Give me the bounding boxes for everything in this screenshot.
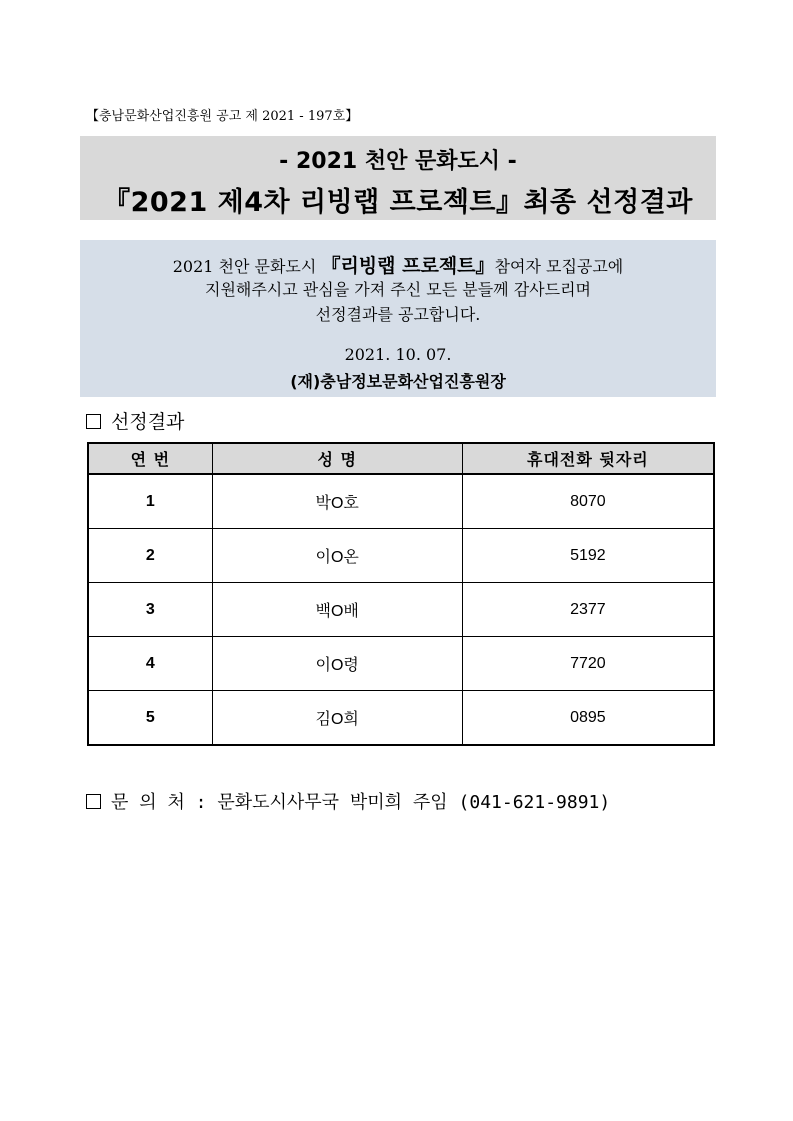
section-heading	[86, 407, 184, 434]
table-header-row	[88, 443, 714, 474]
intro-box	[80, 240, 716, 397]
row-number: 2	[88, 529, 212, 583]
row-phone: 5192	[462, 529, 714, 583]
row-number: 3	[88, 583, 212, 637]
intro-line-1-prefix: 2021 천안 문화도시	[172, 257, 322, 276]
row-name: 백O배	[212, 583, 462, 637]
header-name: 성 명	[212, 443, 462, 474]
row-name: 이O령	[212, 637, 462, 691]
results-table	[87, 442, 715, 746]
row-name: 김O희	[212, 691, 462, 746]
issuer-name: (재)충남정보문화산업진흥원장	[290, 372, 506, 391]
title-line-1: - 2021 천안 문화도시 -	[279, 149, 517, 174]
section-title: 선정결과	[111, 411, 185, 433]
title-line-2: 『2021 제4차 리빙랩 프로젝트』최종 선정결과	[103, 187, 693, 218]
intro-line-1-suffix: 참여자 모집공고에	[494, 257, 624, 276]
notice-number: 【충남문화산업진흥원 공고 제 2021 - 197호】	[86, 109, 359, 124]
announcement-date: 2021. 10. 07.	[344, 345, 452, 364]
row-phone: 2377	[462, 583, 714, 637]
row-number: 4	[88, 637, 212, 691]
header-phone: 휴대전화 뒷자리	[462, 443, 714, 474]
contact-info	[86, 788, 610, 814]
table-row	[88, 691, 714, 746]
table-row	[88, 474, 714, 529]
row-number: 1	[88, 474, 212, 529]
table-row	[88, 637, 714, 691]
row-phone: 0895	[462, 691, 714, 746]
row-name: 이O온	[212, 529, 462, 583]
table-row	[88, 583, 714, 637]
row-phone: 7720	[462, 637, 714, 691]
intro-line-1	[80, 251, 716, 278]
checkbox-icon	[86, 794, 101, 809]
row-number: 5	[88, 691, 212, 746]
intro-line-2: 지원해주시고 관심을 가져 주신 모든 분들께 감사드리며	[204, 280, 591, 299]
contact-text: 문 의 처 : 문화도시사무국 박미희 주임 (041-621-9891)	[111, 792, 611, 813]
header-number: 연 번	[88, 443, 212, 474]
row-name: 박O호	[212, 474, 462, 529]
row-phone: 8070	[462, 474, 714, 529]
checkbox-icon	[86, 414, 101, 429]
table-row	[88, 529, 714, 583]
intro-line-3: 선정결과를 공고합니다.	[315, 305, 481, 324]
intro-project-name: 『리빙랩 프로젝트』	[321, 255, 495, 277]
title-banner	[80, 136, 716, 220]
